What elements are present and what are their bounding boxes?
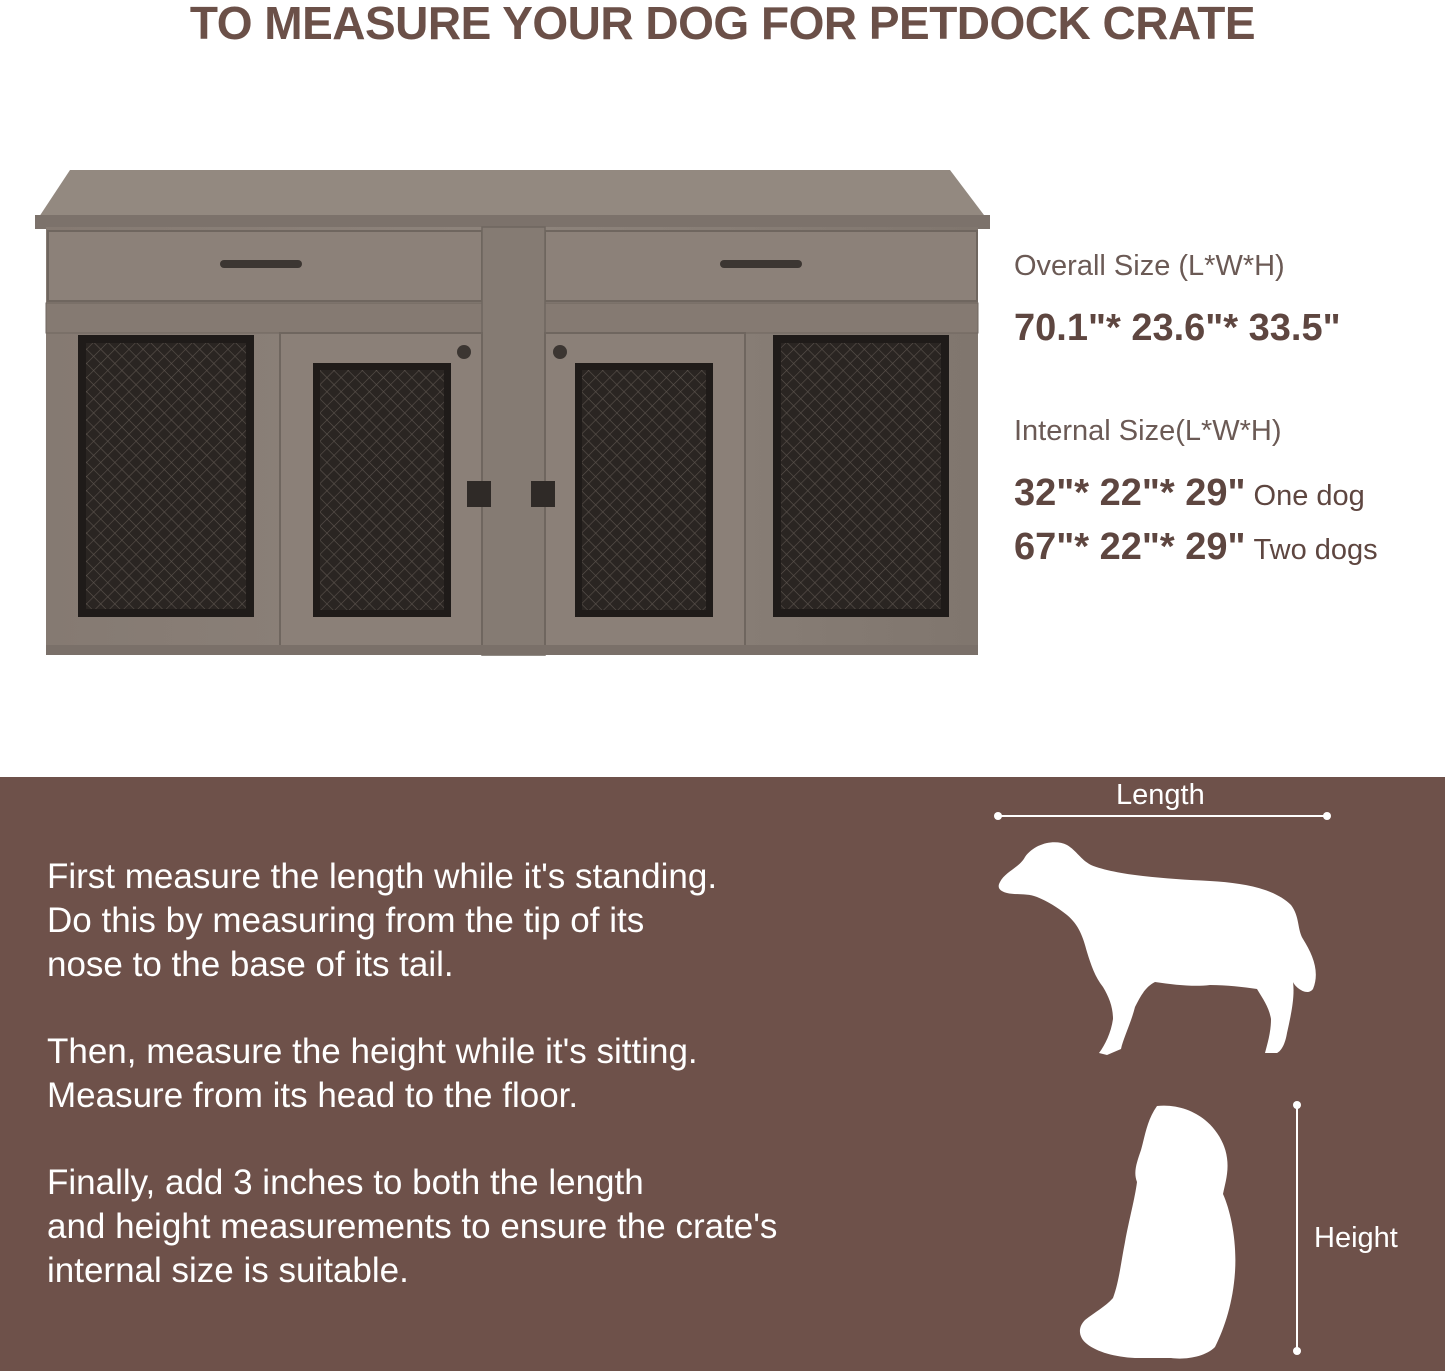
instruction-add [47,1161,777,1293]
instruction-line: Then, measure the height while it's sitting. [47,1032,698,1071]
instructions-panel [0,777,1445,1371]
sitting-dog-icon [1075,1102,1240,1362]
length-label: Length [1116,779,1205,811]
one-dog-label: One dog [1253,480,1365,512]
height-line-icon [1288,1099,1306,1357]
two-dogs-dims: 67"* 22"* 29" [1014,526,1246,568]
instruction-line: nose to the base of its tail. [47,945,454,984]
internal-size-label: Internal Size(L*W*H) [1014,415,1282,447]
instruction-line: and height measurements to ensure the crate's [47,1207,778,1246]
height-label: Height [1314,1222,1398,1254]
instruction-line: Measure from its head to the floor. [47,1076,579,1115]
two-dogs-label: Two dogs [1253,534,1378,566]
instruction-line: Do this by measuring from the tip of its [47,901,645,940]
crate-image [30,165,995,660]
overall-size-label: Overall Size (L*W*H) [1014,250,1285,282]
instruction-length [47,855,717,987]
instruction-line: Finally, add 3 inches to both the length [47,1163,644,1202]
standing-dog-icon [995,837,1325,1062]
instruction-height [47,1030,698,1118]
two-dogs-size [1014,526,1378,569]
instruction-line: First measure the length while it's standing. [47,857,718,896]
one-dog-dims: 32"* 22"* 29" [1014,472,1246,514]
overall-size-value: 70.1"* 23.6"* 33.5" [1014,307,1341,349]
length-line-icon [990,807,1335,825]
page-title: TO MEASURE YOUR DOG FOR PETDOCK CRATE [189,0,1256,49]
instruction-line: internal size is suitable. [47,1251,409,1290]
one-dog-size [1014,472,1365,515]
